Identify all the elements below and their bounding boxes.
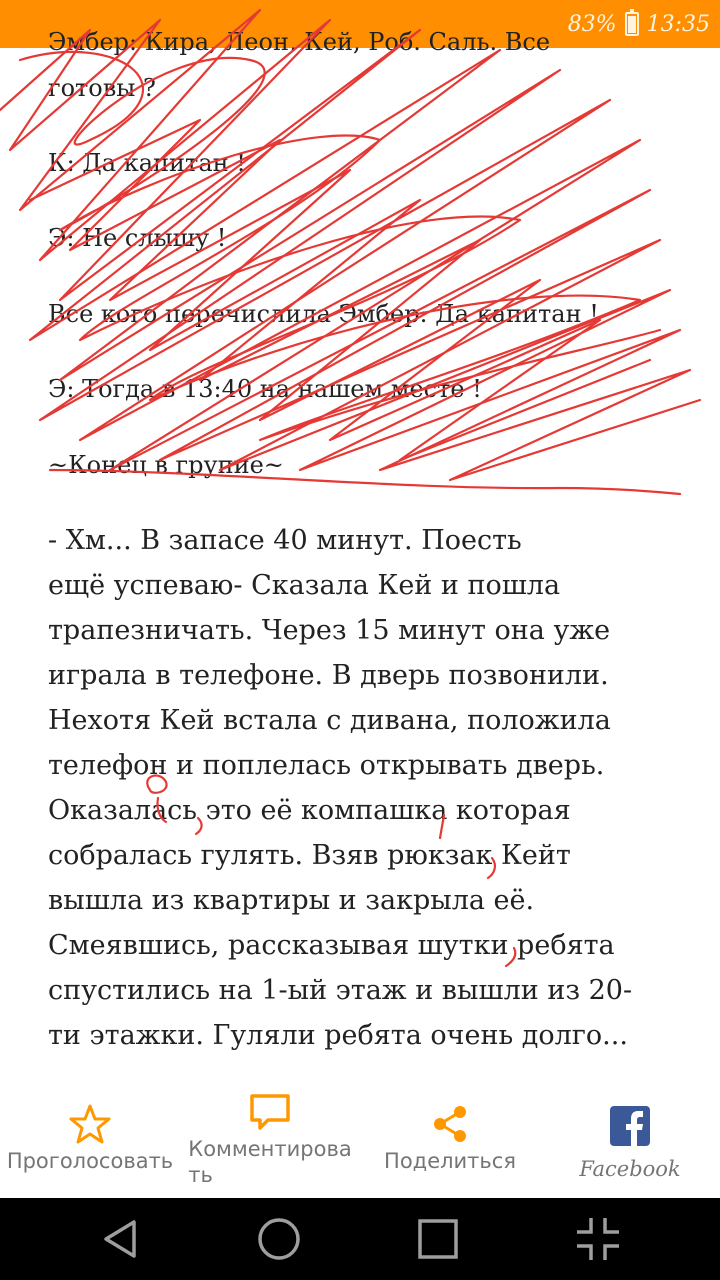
star-icon <box>66 1100 114 1148</box>
chat-line: Э: Тогда в 13:40 на нашем месте ! <box>48 375 482 403</box>
story-line: Нехотя Кей встала с дивана, положила <box>48 705 611 736</box>
comment-label <box>188 1136 351 1188</box>
story-line: трапезничать. Через 15 минут она уже <box>48 615 611 646</box>
clock: 13:35 <box>646 11 710 37</box>
comment-label-line2: ть <box>188 1163 213 1187</box>
battery-percent: 83% <box>567 11 617 37</box>
story-line: вышла из квартиры и закрыла её. <box>48 885 535 916</box>
story-line: Оказалась это её компашка которая <box>48 795 571 826</box>
story-line: Смеявшись, рассказывая шутки ребята <box>48 930 615 961</box>
facebook-button[interactable] <box>540 1080 720 1198</box>
chat-line: Эмбер: Кира, Леон, Кей, Роб. Саль. Все <box>48 28 551 56</box>
back-triangle-icon[interactable] <box>96 1214 146 1264</box>
story-line: - Хм... В запасе 40 минут. Поесть <box>48 525 522 556</box>
story-line: ти этажки. Гуляли ребята очень долго... <box>48 1020 628 1051</box>
vote-label: Проголосовать <box>6 1149 174 1173</box>
home-circle-icon[interactable] <box>254 1214 304 1264</box>
share-icon <box>426 1100 474 1148</box>
story-content <box>48 0 688 1070</box>
recents-square-icon[interactable] <box>413 1214 463 1264</box>
story-line: ещё успеваю- Сказала Кей и пошла <box>48 570 561 601</box>
story-line: собралась гулять. Взяв рюкзак Кейт <box>48 840 571 871</box>
system-navigation-bar <box>0 1198 720 1280</box>
share-button[interactable] <box>360 1080 540 1198</box>
story-paragraph <box>48 518 648 1058</box>
comment-button[interactable] <box>180 1080 360 1198</box>
facebook-icon <box>606 1102 654 1150</box>
story-line: играла в телефоне. В дверь позвонили. <box>48 660 609 691</box>
collapse-icon[interactable] <box>573 1214 623 1264</box>
chat-line: Все кого перечислила Эмбер: Да капитан ! <box>48 300 599 328</box>
vote-button[interactable] <box>0 1080 180 1198</box>
chat-line: готовы ? <box>48 74 156 102</box>
facebook-label: Facebook <box>579 1157 681 1181</box>
chat-line: ~Конец в групие~ <box>48 451 284 479</box>
story-line: спустились на 1-ый этаж и вышли из 20- <box>48 975 633 1006</box>
chat-line: Э: Не слышу ! <box>48 224 227 252</box>
story-line: телефон и поплелась открывать дверь. <box>48 750 605 781</box>
speech-bubble-icon <box>246 1088 294 1136</box>
share-label: Поделиться <box>384 1149 516 1173</box>
bottom-action-bar <box>0 1080 720 1198</box>
comment-label-line1: Комментирова <box>188 1137 352 1161</box>
chat-line: К: Да капитан ! <box>48 149 246 177</box>
